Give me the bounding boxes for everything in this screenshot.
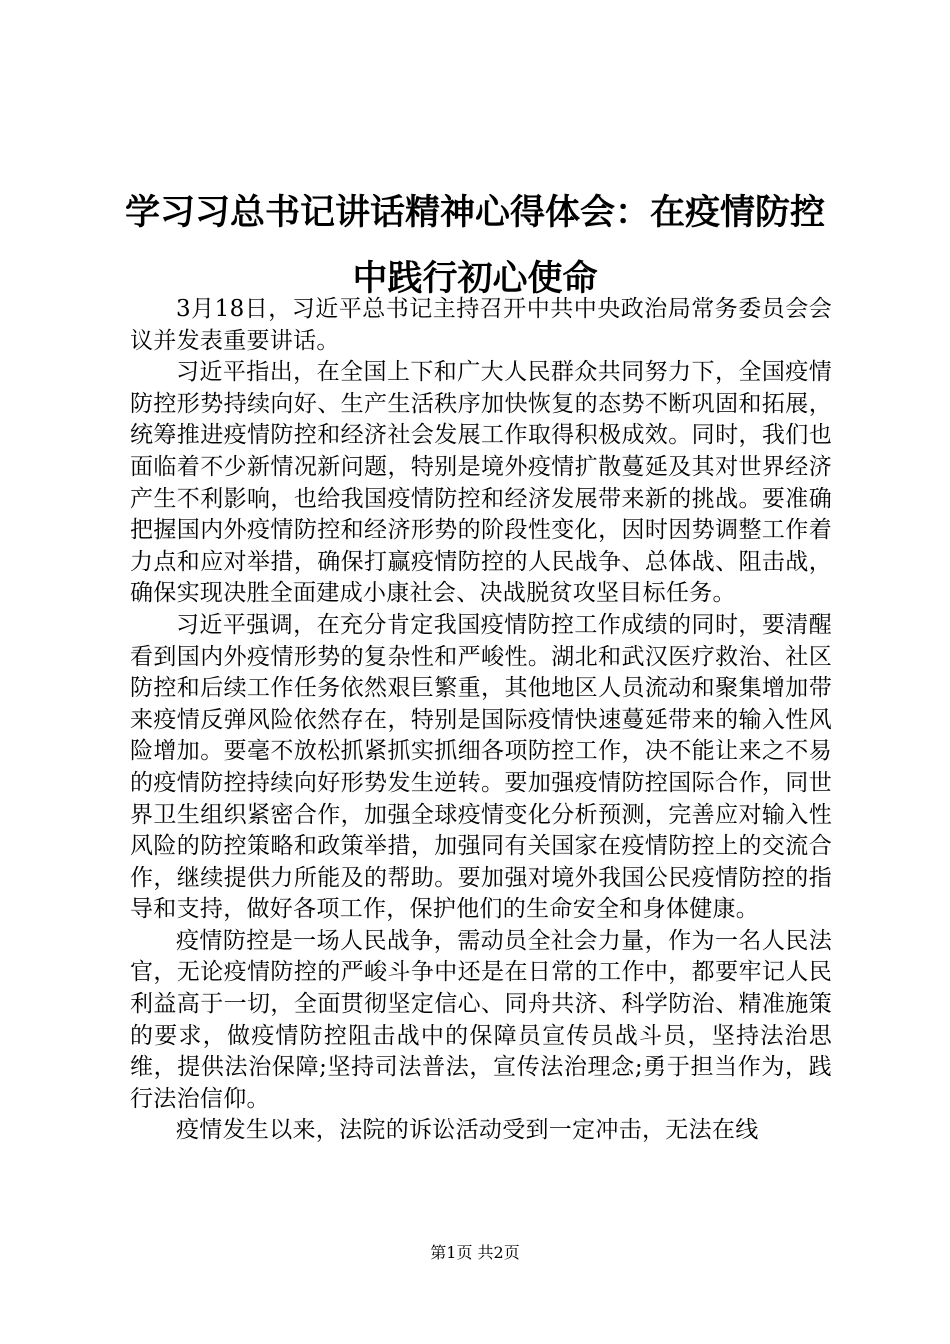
body-paragraph-1: 3月18日，习近平总书记主持召开中共中央政治局常务委员会会议并发表重要讲话。 [130, 296, 832, 354]
body-paragraph-3: 习近平强调，在充分肯定我国疫情防控工作成绩的同时，要清醒看到国内外疫情形势的复杂性和严峻性。湖北和武汉医疗救治、社区防控和后续工作任务依然艰巨繁重，其他地区人员流动和聚集增加带来疫情反弹风险依然存在，特别是国际疫情快速蔓延带来的输入性风险增加。要毫不放松抓紧抓实抓细各项防控工作，决不能让来之不易的疫情防控持续向好形势发生逆转。要加强疫情防控国际合作，同世界卫生组织紧密合作，加强全球疫情变化分析预测，完善应对输入性风险的防控策略和政策举措，加强同有关国家在疫情防控上的交流合作，继续提供力所能及的帮助。要加强对境外我国公民疫情防控的指导和支持，做好各项工作，保护他们的生命安全和身体健康。 [130, 611, 832, 923]
document-body [130, 294, 832, 1147]
document-title-line-2: 中践行初心使命 [352, 259, 598, 299]
page-number-footer: 第1页 共2页 [430, 1243, 520, 1262]
body-paragraph-5: 疫情发生以来，法院的诉讼活动受到一定冲击，无法在线 [176, 1117, 759, 1144]
document-title-line-1: 学习习总书记讲话精神心得体会：在疫情防控 [124, 193, 825, 233]
body-paragraph-4: 疫情防控是一场人民战争，需动员全社会力量，作为一名人民法官，无论疫情防控的严峻斗争中还是在日常的工作中，都要牢记人民利益高于一切，全面贯彻坚定信心、同舟共济、科学防治、精准施策的要求，做疫情防控阻击战中的保障员宣传员战斗员，坚持法治思维，提供法治保障;坚持司法普法，宣传法治理念;勇于担当作为，践行法治信仰。 [130, 927, 832, 1112]
body-paragraph-2: 习近平指出，在全国上下和广大人民群众共同努力下，全国疫情防控形势持续向好、生产生活秩序加快恢复的态势不断巩固和拓展，统筹推进疫情防控和经济社会发展工作取得积极成效。同时，我们也面临着不少新情况新问题，特别是境外疫情扩散蔓延及其对世界经济产生不利影响，也给我国疫情防控和经济发展带来新的挑战。要准确把握国内外疫情防控和经济形势的阶段性变化，因时因势调整工作着力点和应对举措，确保打赢疫情防控的人民战争、总体战、阻击战，确保实现决胜全面建成小康社会、决战脱贫攻坚目标任务。 [130, 359, 832, 607]
